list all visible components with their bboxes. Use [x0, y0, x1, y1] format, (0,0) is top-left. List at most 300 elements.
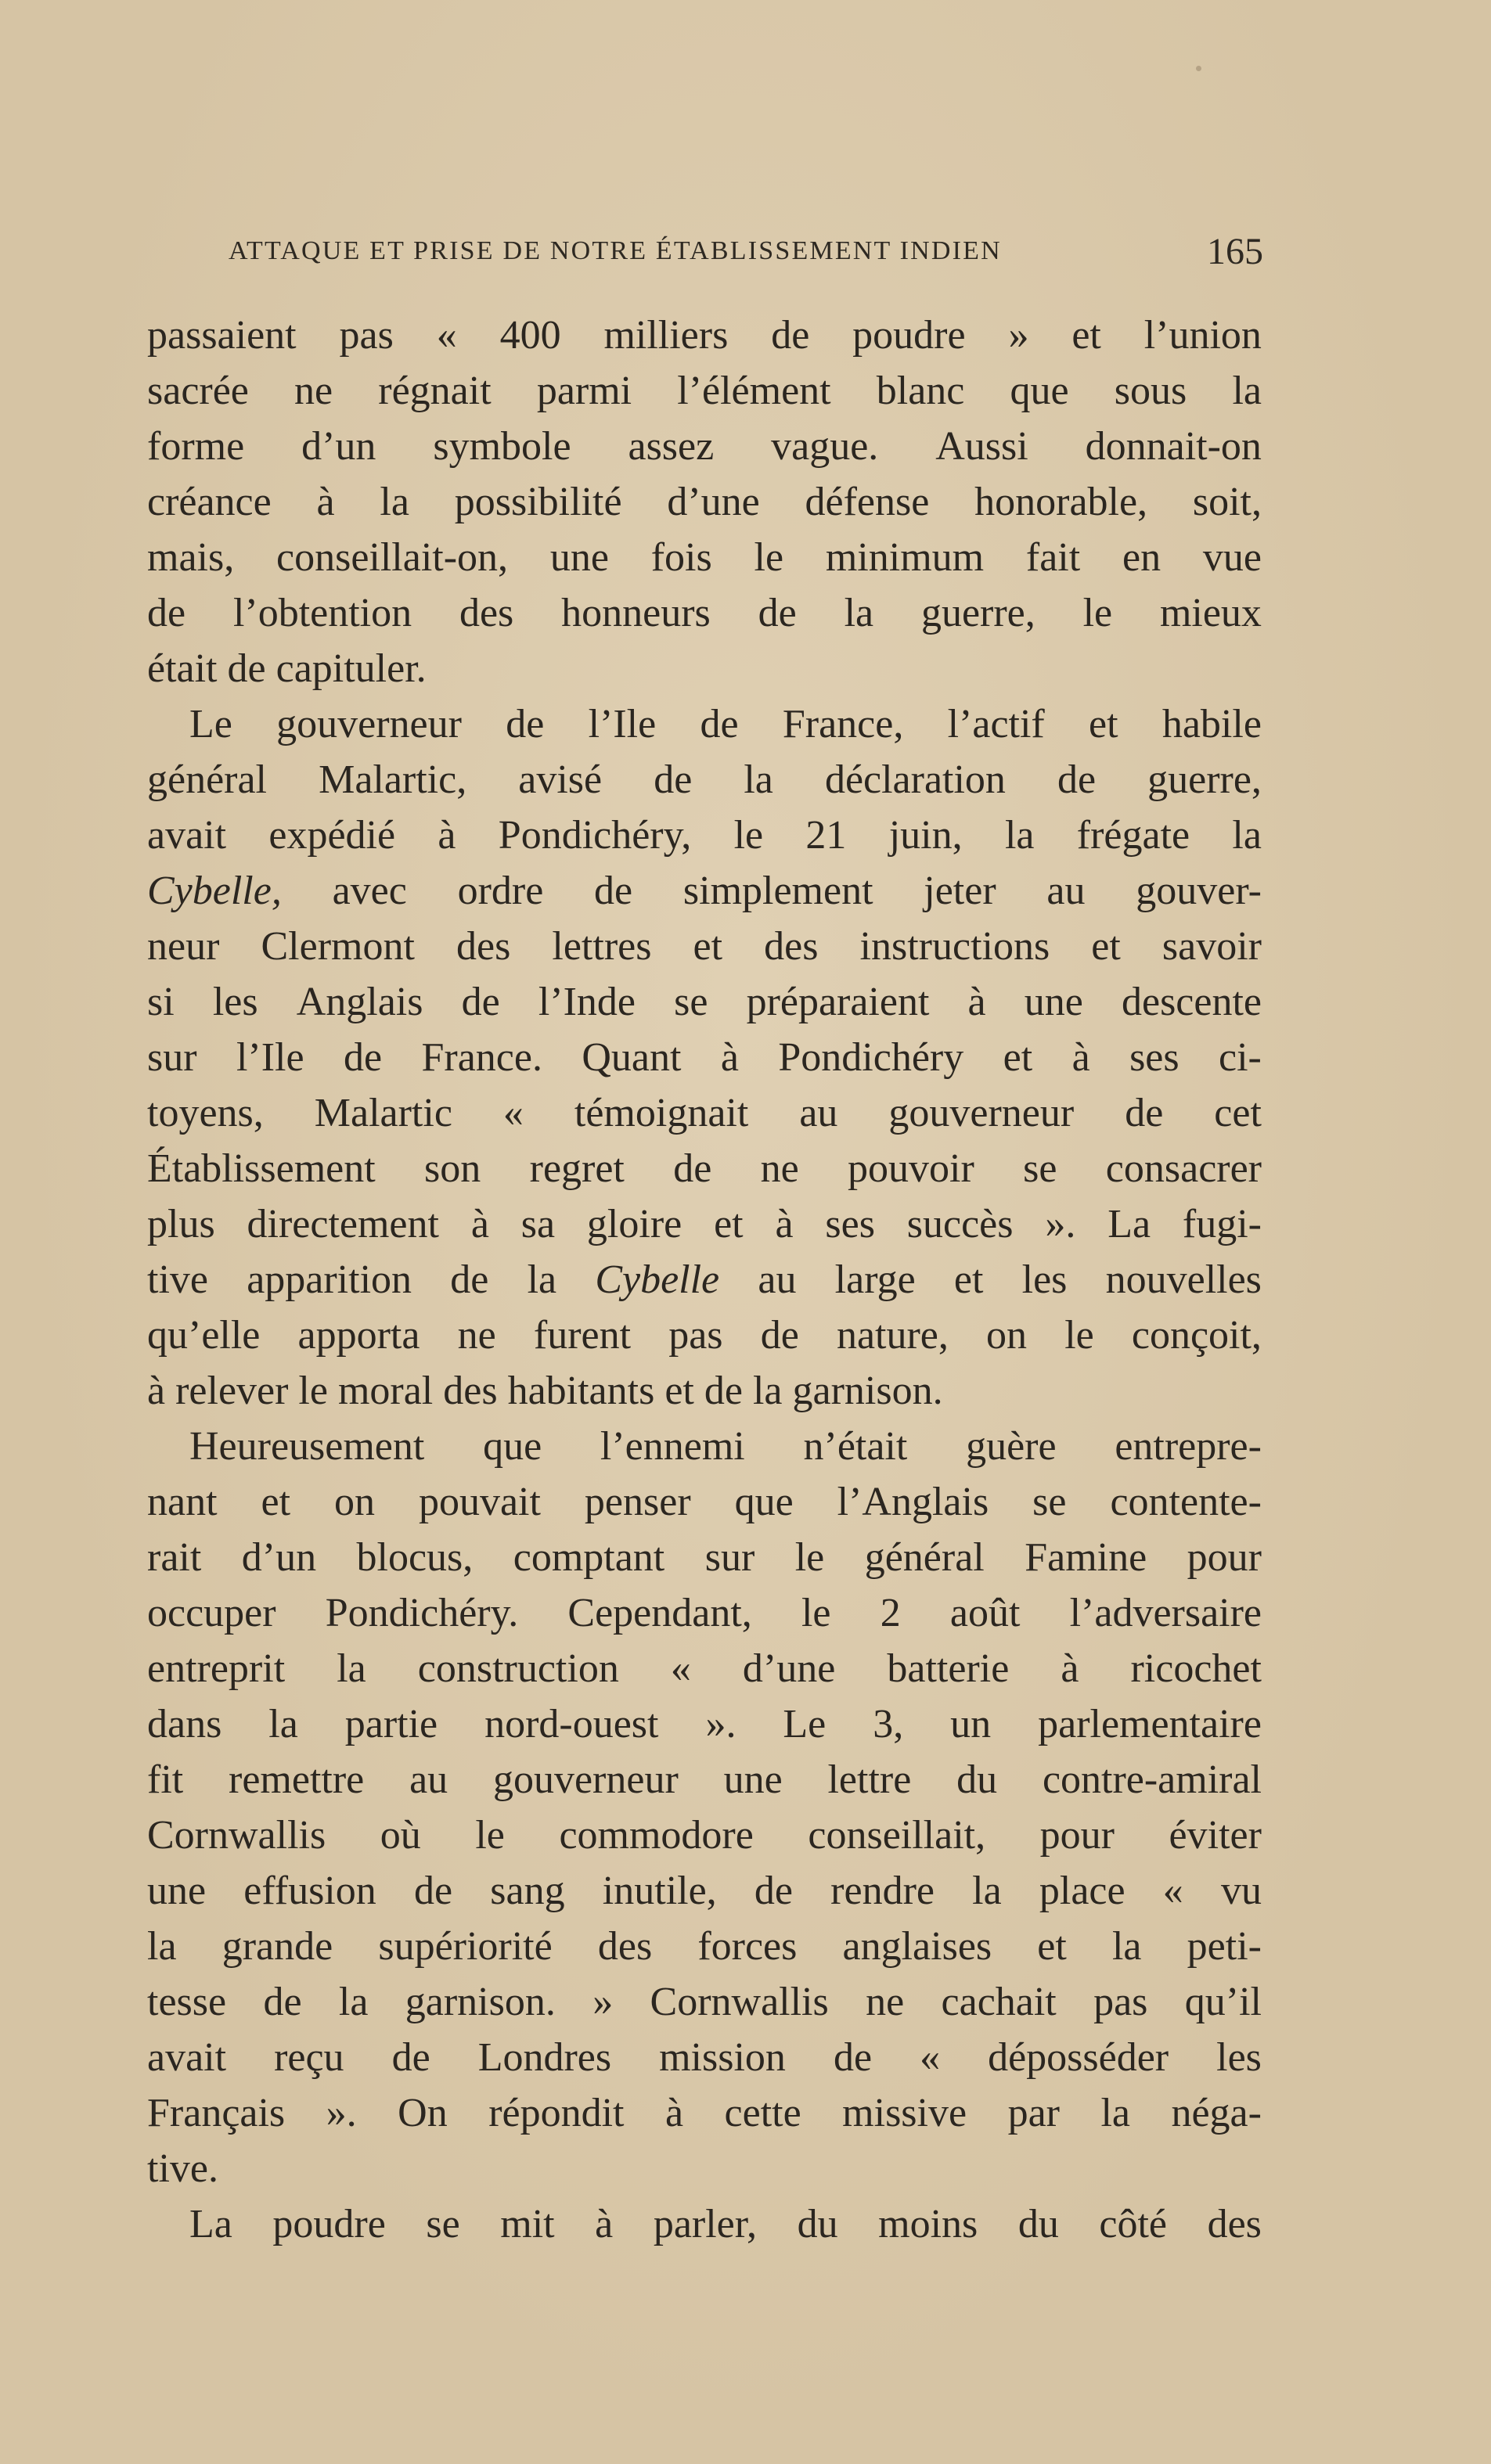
word: à: [664, 2091, 684, 2135]
word: grande: [221, 1924, 333, 1969]
word: «: [502, 1091, 524, 1135]
word: et: [953, 1257, 984, 1302]
text-line: [147, 1696, 1262, 1752]
word: de: [1125, 1091, 1164, 1135]
word: d’un: [301, 424, 376, 469]
word: soit,: [1192, 480, 1262, 524]
word: fugi-: [1182, 1202, 1262, 1246]
word: le: [1064, 1313, 1094, 1358]
text-line: [147, 419, 1262, 474]
word: la: [1232, 813, 1262, 858]
word: de: [450, 1257, 489, 1302]
text-line: [147, 1308, 1262, 1363]
word: ordre: [457, 869, 544, 913]
word: expédié: [268, 813, 396, 858]
word: déclaration: [824, 757, 1006, 802]
word: en: [1122, 535, 1161, 580]
word: était: [147, 646, 228, 691]
text-line: [147, 585, 1262, 641]
word: avisé: [518, 757, 603, 802]
word: nant: [147, 1480, 218, 1524]
word: ».: [1045, 1202, 1076, 1246]
word: éviter: [1169, 1813, 1262, 1858]
word: conseillait,: [808, 1813, 986, 1858]
word: de: [833, 2035, 873, 2080]
word: Malartic,: [319, 757, 467, 802]
word: au: [409, 1757, 448, 1802]
word: des: [1207, 2202, 1262, 2246]
word: à: [438, 813, 456, 858]
word: Clermont: [261, 924, 415, 969]
word: la: [1232, 369, 1262, 413]
word: On: [398, 2091, 448, 2135]
word: le: [754, 535, 784, 580]
word: l’obtention: [232, 591, 412, 635]
word: Cornwallis: [147, 1813, 326, 1858]
word: les: [1021, 1257, 1068, 1302]
word: et: [261, 1480, 291, 1524]
word: «: [670, 1646, 691, 1691]
word: de: [704, 1369, 753, 1413]
text-line: [147, 2085, 1262, 2141]
word: large: [834, 1257, 916, 1302]
text-line: [147, 1919, 1262, 1974]
word: fit: [147, 1757, 184, 1802]
word: parmi: [536, 369, 632, 413]
word: tesse: [147, 1980, 227, 2024]
text-line: [147, 1030, 1262, 1085]
word: et: [1089, 702, 1118, 746]
word: l’union: [1143, 313, 1262, 358]
text-line: [147, 2030, 1262, 2085]
body-text: [147, 308, 1262, 2252]
word: l’adversaire: [1069, 1591, 1262, 1635]
word: à: [1071, 1035, 1090, 1080]
text-line: [147, 1141, 1262, 1196]
word: témoignait: [574, 1091, 749, 1135]
word: France.: [421, 1035, 542, 1080]
word: l’élément: [677, 369, 831, 413]
word: ne: [294, 369, 333, 413]
word: habile: [1161, 702, 1262, 746]
word: la: [527, 1257, 557, 1302]
word: de: [263, 1980, 302, 2024]
word: parler,: [653, 2202, 757, 2246]
word: pour: [1187, 1535, 1262, 1580]
word: penser: [584, 1480, 691, 1524]
text-line: [147, 530, 1262, 585]
text-line: [147, 1530, 1262, 1585]
word: plus: [147, 1202, 215, 1246]
word: que: [734, 1480, 794, 1524]
word: de: [227, 646, 276, 691]
word: directement: [247, 1202, 439, 1246]
word: jeter: [924, 869, 996, 913]
word: mieux: [1159, 591, 1262, 635]
text-line: [147, 2141, 1262, 2196]
word: dans: [147, 1702, 222, 1746]
word: ».: [326, 2091, 357, 2135]
word: tive.: [147, 2146, 218, 2191]
word: toyens,: [147, 1091, 264, 1135]
word: l’Ile: [236, 1035, 304, 1080]
word: reçu: [274, 2035, 344, 2080]
word: par: [1007, 2091, 1060, 2135]
word: l’Inde: [538, 980, 636, 1024]
word: l’ennemi: [600, 1424, 745, 1469]
word: poudre: [272, 2202, 386, 2246]
word: on: [334, 1480, 375, 1524]
word: moral: [337, 1369, 444, 1413]
word: la: [147, 1924, 177, 1969]
word: passaient: [147, 313, 297, 358]
text-line: [147, 2196, 1262, 2252]
text-line: [147, 1808, 1262, 1863]
word: ».: [705, 1702, 736, 1746]
word: guerre,: [1147, 757, 1262, 802]
running-head: [229, 230, 1263, 272]
word: furent: [533, 1313, 632, 1358]
word: et: [714, 1202, 744, 1246]
word: Cornwallis: [650, 1980, 829, 2024]
word: pour: [1039, 1813, 1115, 1858]
word: une: [723, 1757, 783, 1802]
word: contente-: [1110, 1480, 1262, 1524]
word: simplement: [682, 869, 873, 913]
word: 3,: [873, 1702, 904, 1746]
word: mais,: [147, 535, 235, 580]
word: de: [754, 1869, 793, 1913]
word: forces: [697, 1924, 798, 1969]
page-number: 165: [1207, 231, 1263, 272]
word: avait: [147, 813, 227, 858]
text-line: [147, 974, 1262, 1030]
word: minimum: [825, 535, 985, 580]
word: du: [797, 2202, 838, 2246]
word: donnait-on: [1085, 424, 1262, 469]
text-line: [147, 808, 1262, 863]
word: batterie: [887, 1646, 1010, 1691]
word: France,: [782, 702, 904, 746]
word: au: [758, 1257, 797, 1302]
word: sur: [147, 1035, 197, 1080]
word: guère: [966, 1424, 1057, 1469]
word: place: [1039, 1869, 1125, 1913]
text-line: [147, 1252, 1262, 1308]
word: guerre,: [920, 591, 1035, 635]
word: des: [597, 1924, 653, 1969]
word: au: [1046, 869, 1086, 913]
text-line: [147, 641, 1262, 696]
word: des: [459, 591, 514, 635]
word: partie: [344, 1702, 438, 1746]
word: La: [1107, 1202, 1151, 1246]
word: conçoit,: [1131, 1313, 1262, 1358]
word: sang: [490, 1869, 565, 1913]
word: le: [475, 1813, 505, 1858]
word: du: [1017, 2202, 1059, 2246]
word: fois: [650, 535, 712, 580]
word: de: [771, 313, 810, 358]
word: Heureusement: [189, 1424, 425, 1469]
word: La: [189, 2202, 232, 2246]
word: de: [147, 591, 186, 635]
word: se: [1023, 1146, 1057, 1191]
word: et: [1037, 1924, 1067, 1969]
word: de: [700, 702, 739, 746]
word: des: [456, 924, 511, 969]
word: 2: [880, 1591, 901, 1635]
word: de: [461, 980, 500, 1024]
word: remettre: [229, 1757, 365, 1802]
text-line: [147, 1085, 1262, 1141]
text-line: [147, 1363, 1262, 1419]
word: lettres: [552, 924, 652, 969]
word: missive: [842, 2091, 967, 2135]
word: contre-amiral: [1042, 1757, 1262, 1802]
word: la: [338, 1980, 369, 2024]
text-line: [147, 1863, 1262, 1919]
running-title: ATTAQUE ET PRISE DE NOTRE ÉTABLISSEMENT INDIEN: [229, 236, 1002, 265]
word: savoir: [1161, 924, 1262, 969]
word: la: [744, 757, 773, 802]
word: Quant: [582, 1035, 682, 1080]
word: apparition: [247, 1257, 412, 1302]
word: occuper: [147, 1591, 276, 1635]
word: construction: [417, 1646, 619, 1691]
word: rendre: [830, 1869, 935, 1913]
word: cette: [724, 2091, 801, 2135]
word: neur: [147, 924, 220, 969]
word: l’Ile: [588, 702, 657, 746]
word: habitants: [507, 1369, 665, 1413]
word: ses: [825, 1202, 875, 1246]
word: pas: [668, 1313, 723, 1358]
word: la: [1004, 813, 1035, 858]
word: sous: [1114, 369, 1187, 413]
word: anglaises: [842, 1924, 992, 1969]
word: gouverneur: [888, 1091, 1075, 1135]
word: vague.: [771, 424, 879, 469]
word: descente: [1121, 980, 1262, 1024]
word: sur: [704, 1535, 755, 1580]
text-line: [147, 1419, 1262, 1474]
word: d’un: [241, 1535, 317, 1580]
word: la: [1111, 1924, 1142, 1969]
text-line: [147, 1585, 1262, 1641]
text-line: [147, 1752, 1262, 1808]
word: milliers: [603, 313, 729, 358]
word: effusion: [243, 1869, 376, 1913]
word: apporta: [297, 1313, 420, 1358]
text-line: [147, 474, 1262, 530]
word: et: [1071, 313, 1101, 358]
word: possibilité: [454, 480, 622, 524]
word: entreprit: [147, 1646, 286, 1691]
word: »: [592, 1980, 614, 2024]
word: Cybelle: [595, 1257, 720, 1302]
word: juin,: [888, 813, 963, 858]
word: ne: [866, 1980, 905, 2024]
word: de: [506, 702, 545, 746]
word: la: [752, 1369, 793, 1413]
word: à: [595, 2202, 614, 2246]
word: capituler.: [276, 646, 427, 691]
word: pas: [339, 313, 394, 358]
word: et: [1091, 924, 1121, 969]
word: relever: [175, 1369, 299, 1413]
word: qu’il: [1184, 1980, 1262, 2024]
word: ci-: [1219, 1035, 1262, 1080]
word: la: [337, 1646, 366, 1691]
word: frégate: [1076, 813, 1190, 858]
word: et: [1003, 1035, 1033, 1080]
word: honneurs: [561, 591, 711, 635]
word: Français: [147, 2091, 286, 2135]
word: le: [801, 1591, 831, 1635]
word: de: [391, 2035, 430, 2080]
word: vu: [1221, 1869, 1262, 1913]
word: à: [720, 1035, 739, 1080]
word: «: [1162, 1869, 1183, 1913]
word: une: [1024, 980, 1083, 1024]
word: symbole: [433, 424, 571, 469]
word: «: [436, 313, 457, 358]
word: succès: [906, 1202, 1014, 1246]
word: supériorité: [378, 1924, 553, 1969]
word: à: [967, 980, 986, 1024]
word: Pondichéry,: [498, 813, 692, 858]
word: Cybelle,: [147, 869, 282, 913]
word: pouvait: [418, 1480, 541, 1524]
word: au: [799, 1091, 838, 1135]
word: et: [664, 1369, 704, 1413]
word: de: [673, 1146, 712, 1191]
word: de: [594, 869, 633, 913]
word: assez: [628, 424, 715, 469]
word: Cependant,: [567, 1591, 752, 1635]
word: si: [147, 980, 175, 1024]
word: les: [1216, 2035, 1262, 2080]
word: conseillait-on,: [276, 535, 509, 580]
word: parlementaire: [1038, 1702, 1262, 1746]
word: préparaient: [746, 980, 930, 1024]
word: et: [693, 924, 723, 969]
word: gouver-: [1136, 869, 1262, 913]
word: de: [413, 1869, 453, 1913]
word: à: [316, 480, 335, 524]
word: on: [986, 1313, 1028, 1358]
word: regret: [529, 1146, 625, 1191]
word: pouvoir: [848, 1146, 974, 1191]
text-line: [147, 863, 1262, 919]
word: blocus,: [356, 1535, 474, 1580]
word: blanc: [876, 369, 965, 413]
text-line: [147, 308, 1262, 363]
word: commodore: [559, 1813, 754, 1858]
word: répondit: [488, 2091, 625, 2135]
word: Établissement: [147, 1146, 376, 1191]
word: la: [268, 1702, 298, 1746]
word: gloire: [586, 1202, 682, 1246]
word: que: [1010, 369, 1069, 413]
word: avait: [147, 2035, 227, 2080]
word: moins: [878, 2202, 978, 2246]
text-line: [147, 1196, 1262, 1252]
word: pas: [1093, 1980, 1148, 2024]
word: se: [426, 2202, 460, 2246]
word: nouvelles: [1105, 1257, 1262, 1302]
word: instructions: [859, 924, 1050, 969]
word: Pondichéry.: [325, 1591, 519, 1635]
word: le: [1082, 591, 1113, 635]
word: Famine: [1025, 1535, 1147, 1580]
word: août: [949, 1591, 1021, 1635]
word: fait: [1025, 535, 1081, 580]
word: une: [549, 535, 609, 580]
word: la: [844, 591, 874, 635]
text-line: [147, 919, 1262, 974]
word: son: [424, 1146, 481, 1191]
word: l’actif: [947, 702, 1045, 746]
word: peti-: [1187, 1924, 1262, 1969]
word: 400: [499, 313, 561, 358]
word: le: [298, 1369, 338, 1413]
word: que: [483, 1424, 542, 1469]
word: se: [1032, 1480, 1067, 1524]
word: Le: [189, 702, 232, 746]
text-line: [147, 1641, 1262, 1696]
text-line: [147, 1474, 1262, 1530]
word: »: [1008, 313, 1029, 358]
word: ricochet: [1130, 1646, 1262, 1691]
word: cachait: [941, 1980, 1057, 2024]
word: gouverneur: [276, 702, 462, 746]
word: Malartic: [314, 1091, 452, 1135]
word: créance: [147, 480, 272, 524]
word: le: [733, 813, 764, 858]
word: de: [343, 1035, 383, 1080]
word: à: [1061, 1646, 1079, 1691]
word: 21: [805, 813, 847, 858]
word: les: [212, 980, 258, 1024]
word: le: [794, 1535, 825, 1580]
word: la: [1100, 2091, 1130, 2135]
word: de: [758, 591, 797, 635]
word: qu’elle: [147, 1313, 261, 1358]
text-line: [147, 1974, 1262, 2030]
word: «: [920, 2035, 941, 2080]
word: ne: [760, 1146, 799, 1191]
word: de: [1057, 757, 1097, 802]
word: de: [654, 757, 693, 802]
word: cet: [1214, 1091, 1262, 1135]
word: Londres: [477, 2035, 612, 2080]
word: gouverneur: [492, 1757, 679, 1802]
word: honorable,: [974, 480, 1148, 524]
word: régnait: [378, 369, 492, 413]
word: comptant: [513, 1535, 665, 1580]
word: des: [764, 924, 819, 969]
word: Pondichéry: [778, 1035, 964, 1080]
word: entrepre-: [1115, 1424, 1262, 1469]
paper-speck: [1196, 66, 1201, 71]
word: garnison.: [405, 1980, 556, 2024]
word: nord-ouest: [484, 1702, 659, 1746]
word: d’une: [742, 1646, 836, 1691]
word: garnison.: [792, 1369, 943, 1413]
word: de: [760, 1313, 799, 1358]
